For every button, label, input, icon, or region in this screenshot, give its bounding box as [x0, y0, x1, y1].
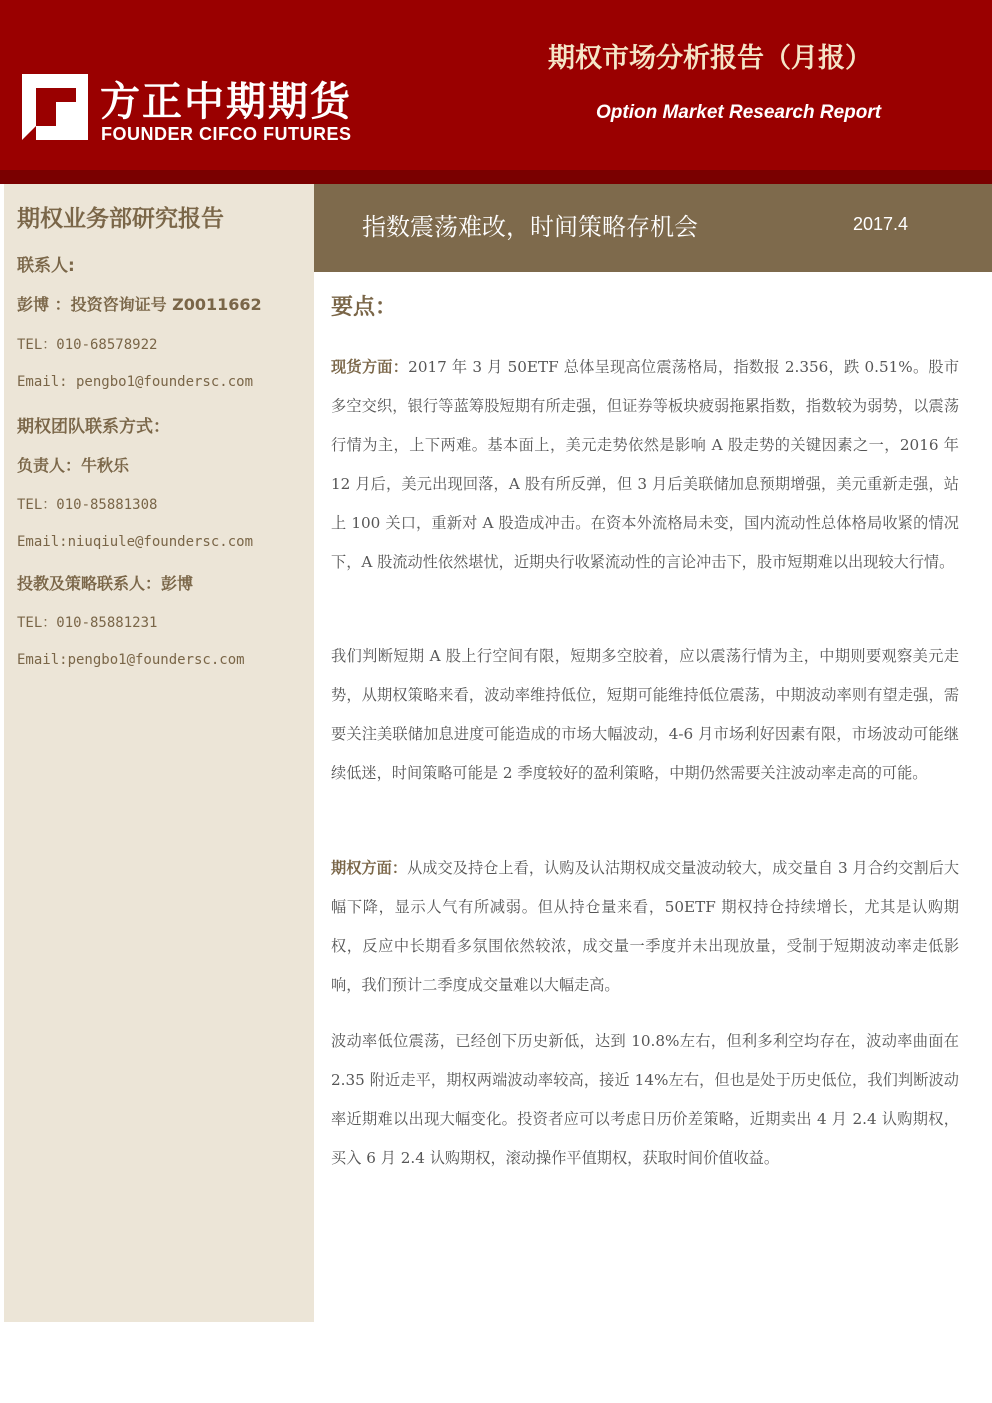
judgement-paragraph: 我们判断短期 A 股上行空间有限，短期多空胶着，应以震荡行情为主，中期则要观察美元走势，从期权策略来看，波动率维持低位，短期可能维持低位震荡，中期波动率则有望走强，需要关注美联储加息进度可能造成的市场大幅波动，4-6 月市场利好因素有限，市场波动可能继续低迷，时间策略可能是 2 季度较好的盈利策略，中期仍然需要关注波动率走高的可能。 — [331, 647, 959, 782]
company-name-en: FOUNDER CIFCO FUTURES — [101, 124, 352, 144]
company-logo-icon — [22, 74, 88, 140]
team-heading: 期权团队联系方式： — [17, 417, 170, 437]
contact-heading: 联系人: — [17, 256, 75, 276]
volatility-paragraph: 波动率低位震荡，已经创下历史新低，达到 10.8%左右，但利多利空均存在，波动率曲面在 2.35 附近走平，期权两端波动率较高，接近 14%左右，但也是处于历史低位，我们判断波动率近期难以出现大幅变化。投资者应可以考虑日历价差策略，近期卖出 4 月 2.4 认购期权，买入 6 月 2.4 认购期权，滚动操作平值期权，获取时间价值收益。 — [331, 1032, 959, 1167]
option-text: 从成交及持仓上看，认购及认沽期权成交量波动较大，成交量自 3 月合约交割后大幅下降，显示人气有所减弱。但从持仓量来看，50ETF 期权持仓持续增长，尤其是认购期权，反应中长期看多氛围依然较浓，成交量一季度并未出现放量，受制于短期波动率走低影响，我们预计二季度成交量难以大幅走高。 — [331, 859, 960, 994]
sidebar-title: 期权业务部研究报告 — [17, 206, 224, 232]
spot-text: 2017 年 3 月 50ETF 总体呈现高位震荡格局，指数报 2.356，跌 0.51%。股市多空交织，银行等蓝筹股短期有所走强，但证券等板块疲弱拖累指数，指数较为弱势，以震荡行情为主，上下两难。基本面上，美元走势依然是影响 A 股走势的关键因素之一，2016 年 12 月后，美元出现回落，A 股有所反弹，但 3 月后美联储加息预期增强，美元重新走强，站上 100 关口，重新对 A 股造成冲击。在资本外流格局未变，国内流动性总体格局收紧的情况下，A 股流动性依然堪忧，近期央行收紧流动性的言论冲击下，股市短期难以出现较大行情。 — [331, 358, 960, 571]
team-email[interactable]: Email:niuqiule@foundersc.com — [17, 534, 254, 550]
option-paragraph — [331, 849, 959, 1005]
header-divider — [0, 170, 992, 184]
team-lead: 负责人：牛秋乐 — [17, 456, 130, 475]
strategy-email[interactable]: Email:pengbo1@foundersc.com — [17, 652, 245, 668]
report-title-cn: 期权市场分析报告（月报） — [548, 43, 872, 74]
contact-sidebar — [4, 184, 314, 1322]
contact-name: 彭博 ：投资咨询证号 Z0011662 — [17, 295, 262, 314]
team-tel: TEL：010-85881308 — [17, 497, 158, 513]
strategy-heading: 投教及策略联系人：彭博 — [17, 574, 194, 593]
report-title-en: Option Market Research Report — [596, 102, 882, 123]
contact-tel: TEL：010-68578922 — [17, 337, 158, 353]
document-date: 2017.4 — [853, 214, 909, 234]
spot-paragraph — [331, 348, 959, 582]
spot-label: 现货方面： — [331, 358, 409, 376]
keypoints-heading: 要点： — [331, 295, 398, 320]
strategy-tel: TEL：010-85881231 — [17, 615, 158, 631]
document-title: 指数震荡难改，时间策略存机会 — [362, 213, 698, 241]
company-name-cn: 方正中期期货 — [100, 79, 352, 125]
option-label: 期权方面： — [331, 859, 408, 877]
contact-email[interactable]: Email: pengbo1@foundersc.com — [17, 374, 254, 390]
